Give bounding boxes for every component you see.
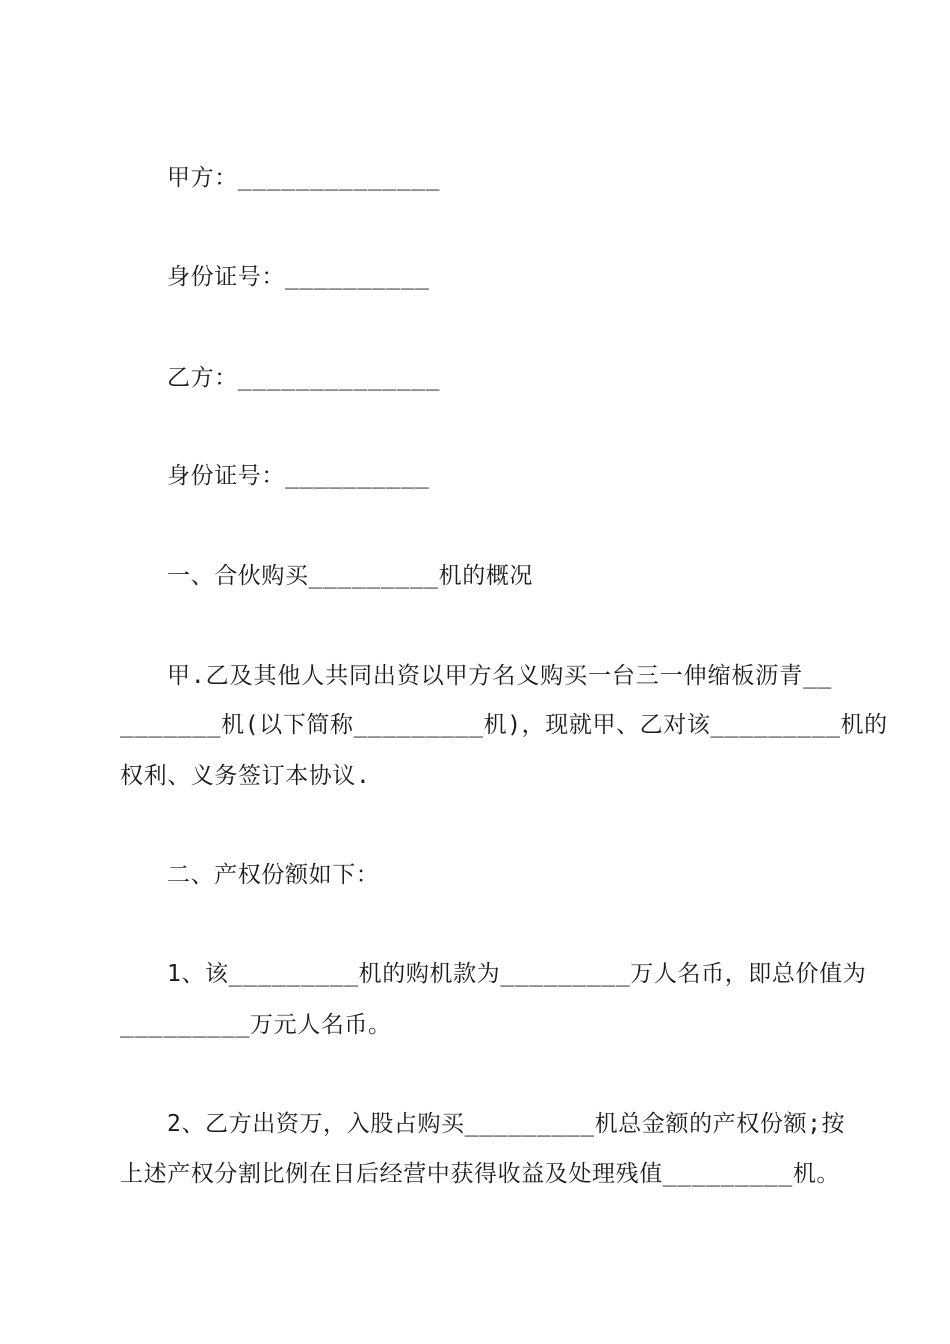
section-2-heading: 二、产权份额如下： bbox=[167, 862, 380, 888]
section-1-paragraph-line-2: _______机(以下简称_________机)，现就甲、乙对该_________机的 bbox=[120, 712, 888, 738]
party-b-line: 乙方：______________ bbox=[167, 365, 441, 391]
clause-1-line-1: 1、该_________机的购机款为_________万人名币，即总价值为 bbox=[167, 961, 867, 987]
clause-2-line-1: 2、乙方出资万，入股占购买_________机总金额的产权份额;按 bbox=[167, 1111, 846, 1137]
section-1-paragraph-line-3: 权利、义务签订本协议. bbox=[120, 763, 371, 789]
clause-1-line-2: _________万元人名币。 bbox=[120, 1012, 392, 1038]
section-1-heading: 一、合伙购买_________机的概况 bbox=[167, 563, 534, 589]
clause-2-line-2: 上述产权分割比例在日后经营中获得收益及处理残值_________机。 bbox=[120, 1161, 841, 1187]
party-a-id-line: 身份证号：__________ bbox=[167, 264, 430, 290]
party-a-line: 甲方：______________ bbox=[167, 165, 441, 191]
section-1-paragraph-line-1: 甲.乙及其他人共同出资以甲方名义购买一台三一伸缩板沥青__ bbox=[167, 663, 832, 689]
party-b-id-line: 身份证号：__________ bbox=[167, 463, 430, 489]
